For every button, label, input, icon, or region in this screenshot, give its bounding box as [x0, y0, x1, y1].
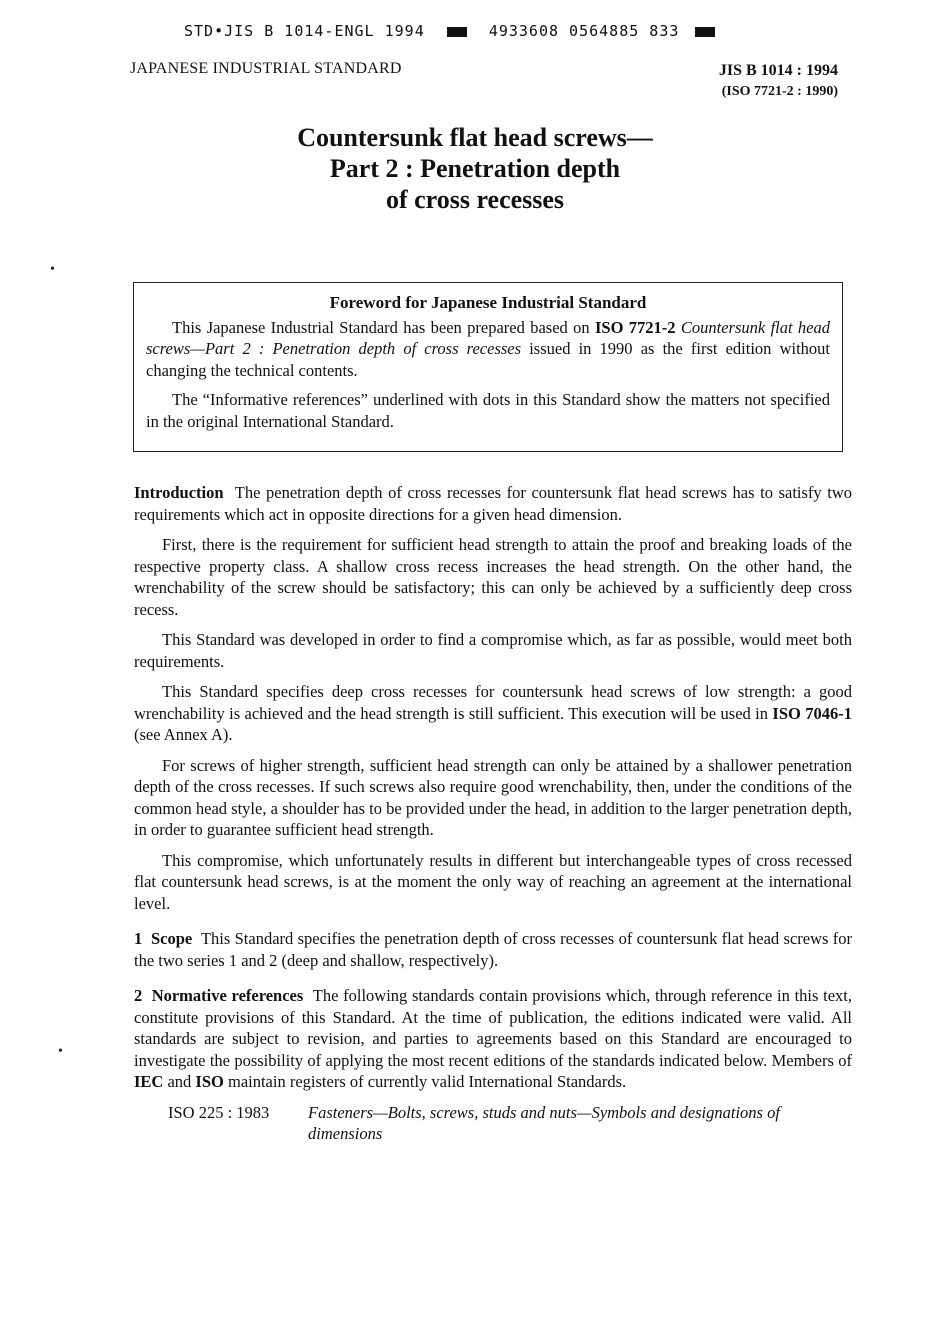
iec-ref: IEC — [134, 1072, 164, 1091]
scope-heading: Scope — [150, 929, 193, 948]
scope-section — [134, 928, 852, 971]
intro-text: The penetration depth of cross recesses for countersunk flat head screws has to satisfy two requirements which act in opposite directions for a given head dimension. — [134, 483, 852, 524]
normative-section — [134, 985, 852, 1093]
title-line-3: of cross recesses — [385, 185, 565, 214]
scope-text: This Standard specifies the penetration depth of cross recesses of countersunk flat head screws for the two series 1 and 2 (deep and shallow, respectively). — [134, 929, 853, 970]
standard-number-block — [719, 60, 838, 102]
top-code: STD•JIS B 1014-ENGL 1994 — [184, 22, 425, 40]
intro-paragraph-5: For screws of higher strength, sufficient head strength can only be attained by a shallower penetration depth of the cross recesses. If such screws also require good wrenchability, then, under the conditions of the common head style, a shoulder has to be provided under the head, in addition to the larger penetration depth, in order to guarantee sufficient head strength. — [134, 755, 852, 839]
margin-dot: • — [58, 1044, 63, 1059]
foreword-iso-title: Countersunk flat head screws—Part 2 : Penetration depth of cross recesses — [146, 317, 831, 358]
iso-number: (ISO 7721-2 : 1990) — [721, 84, 838, 99]
foreword-heading: Foreword for Japanese Industrial Standard — [329, 293, 647, 312]
normative-heading: Normative references — [151, 986, 304, 1005]
foreword-box — [133, 282, 843, 452]
body-content — [134, 482, 852, 1145]
normative-text: and — [163, 1072, 196, 1091]
intro-text: This Standard specifies deep cross recesses for countersunk head screws of low strength: a good wrenchability is achieved and the head strength is still sufficient. This execution will be used in — [134, 682, 852, 723]
normative-text: The following standards contain provisions which, through reference in this text, constitute provisions of this Standard. At the time of publication, the editions indicated were valid. All standards are subject to revision, and parties to agreements based on this Standard are encouraged to investigate the possibility of applying the most recent editions of the standards indicated below. Members of — [134, 986, 853, 1070]
foreword-text: This Japanese Industrial Standard has been prepared based on — [172, 317, 595, 337]
reference-title: Fasteners—Bolts, screws, studs and nuts—Symbols and designations of dimensions — [308, 1102, 780, 1143]
foreword-iso-ref: ISO 7721-2 — [594, 317, 676, 337]
intro-text: (see Annex A). — [134, 725, 233, 744]
foreword-text: issued in 1990 as the first edition without changing the technical contents. — [146, 339, 830, 380]
intro-paragraph-1 — [134, 482, 852, 525]
standard-label: JAPANESE INDUSTRIAL STANDARD — [130, 60, 402, 77]
barcode-block-end — [695, 27, 715, 37]
top-code-numbers: 4933608 0564885 833 — [488, 22, 680, 40]
reference-number: ISO 225 : 1983 — [168, 1102, 270, 1122]
scope-number: 1 — [134, 929, 143, 948]
normative-number: 2 — [134, 986, 143, 1005]
jis-number: JIS B 1014 : 1994 — [718, 62, 838, 79]
document-title — [0, 122, 950, 215]
iso-ref: ISO 7046-1 — [772, 703, 852, 723]
iso-ref: ISO — [195, 1072, 224, 1091]
margin-dot: • — [50, 262, 55, 277]
top-code-line — [184, 22, 715, 40]
intro-heading: Introduction — [134, 483, 224, 502]
intro-paragraph-2: First, there is the requirement for sufficient head strength to attain the proof and breaking loads of the respective property class. A shallow cross recess increases the head strength. On the other hand, the wrenchability of the screw should be satisfactory; this can only be achieved by a sufficiently deep cross recess. — [134, 535, 852, 619]
intro-paragraph-4 — [134, 681, 852, 746]
barcode-block — [447, 27, 467, 37]
normative-text: maintain registers of currently valid International Standards. — [223, 1072, 627, 1091]
title-line-1: Countersunk flat head screws— — [297, 123, 653, 152]
intro-paragraph-6: This compromise, which unfortunately results in different but interchangeable types of cross recessed flat countersunk head screws, is at the moment the only way of reaching an agreement at the international level. — [134, 850, 852, 913]
intro-paragraph-3: This Standard was developed in order to find a compromise which, as far as possible, would meet both requirements. — [134, 630, 852, 671]
title-line-2: Part 2 : Penetration depth — [329, 154, 621, 183]
foreword-paragraph-2: The “Informative references” underlined with dots in this Standard show the matters not specified in the original International Standard. — [146, 390, 830, 431]
foreword-paragraph-1 — [146, 317, 830, 382]
reference-entry — [134, 1102, 852, 1145]
